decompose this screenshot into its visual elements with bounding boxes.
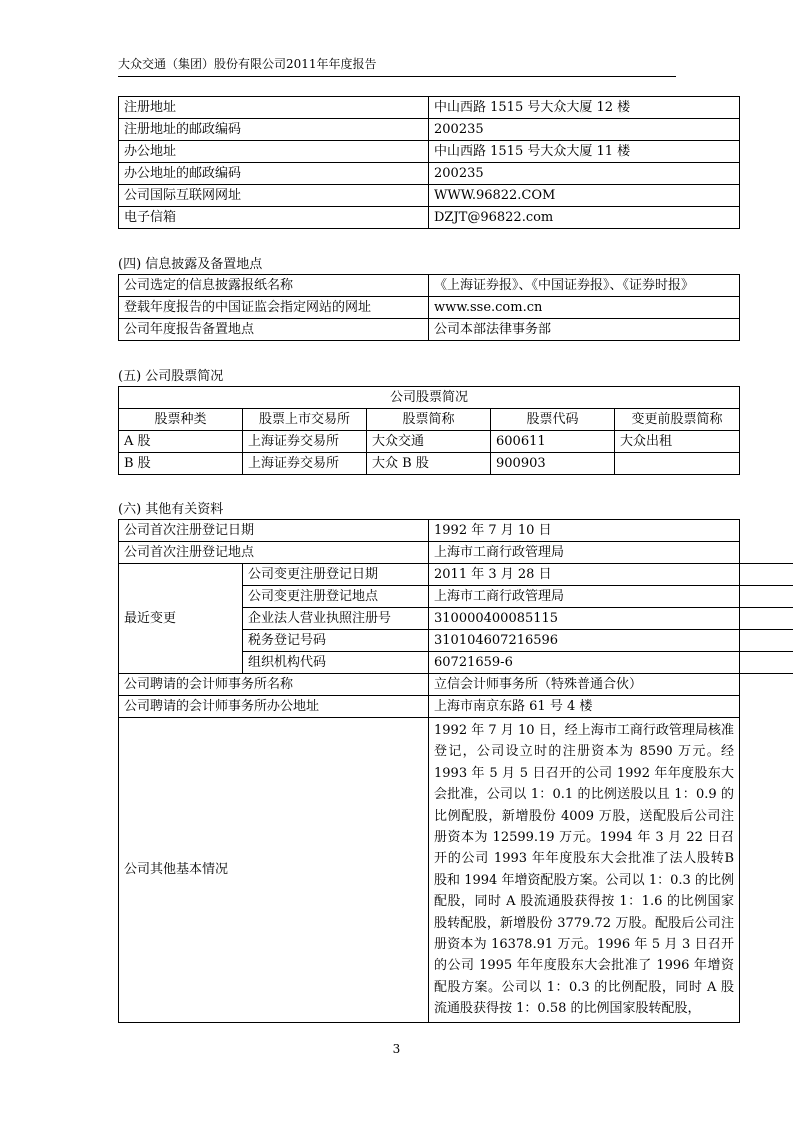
first-reg-date: 1992 年 7 月 10 日 [429,520,740,542]
stock-header-cell: 股票上市交易所 [243,409,367,431]
disclosure-value: www.sse.com.cn [429,297,740,319]
contact-table [118,96,740,229]
contact-row [119,163,740,185]
stock-cell: 大众交通 [367,431,491,453]
contact-row [119,97,740,119]
disclosure-label: 登载年度报告的中国证监会指定网站的网址 [119,297,429,319]
contact-value: DZJT@96822.com [429,207,740,229]
auditor-name-label: 公司聘请的会计师事务所名称 [119,674,429,696]
other-info-label: 公司其他基本情况 [119,718,429,1023]
section-6-title: (六) 其他有关资料 [118,502,224,517]
contact-value: 200235 [429,119,740,141]
recent-change-value-2: 310000400085115 [429,608,740,630]
stock-header-cell: 变更前股票简称 [615,409,740,431]
disclosure-table [118,274,740,341]
recent-change-label-0: 公司变更注册登记日期 [243,564,429,586]
disclosure-value: 《上海证券报》、《中国证券报》、《证券时报》 [429,275,740,297]
other-info-text: 1992 年 7 月 10 日，经上海市工商行政管理局核准登记，公司设立时的注册资本为 8590 万元。经 1993 年 5 月 5 日召开的公司 1992 年年度股东大会批准，公司以 1：0.1 的比例送股以且 1：0.9 的比例配股，新增股份 4009 万股，送配股后公司注册资本为 12599.19 万元。1994 年 3 月 22 日召开的公司 1993 年年度股东大会批准了法人股转B 股和 1994 年增资配股方案。公司以 1：0.3 的比例配股，同时 A 股流通股获得按 1：1.6 的比例国家股转配股，新增股份 3779.72 万股。配股后公司注册资本为 16378.91 万元。1996 年 5 月 3 日召开的公司 1995 年年度股东大会批准了 1996 年增资配股方案。公司以 1：0.3 的比例配股，同时 A 股流通股获得按 1：0.58 的比例国家股转配股， [429,718,740,1023]
stock-row [119,431,740,453]
contact-label: 办公地址 [119,141,429,163]
disclosure-value: 公司本部法律事务部 [429,319,740,341]
other-info-table [118,519,793,1023]
contact-label: 注册地址的邮政编码 [119,119,429,141]
recent-change-value-3: 310104607216596 [429,630,740,652]
stock-cell: 900903 [491,453,615,475]
disclosure-label: 公司年度报告备置地点 [119,319,429,341]
stock-cell: 600611 [491,431,615,453]
recent-change-label-3: 税务登记号码 [243,630,429,652]
recent-change-label-2: 企业法人营业执照注册号 [243,608,429,630]
contact-value: 200235 [429,163,740,185]
stock-table [118,386,740,475]
first-reg-date-label: 公司首次注册登记日期 [119,520,429,542]
contact-label: 注册地址 [119,97,429,119]
contact-row [119,185,740,207]
contact-value: WWW.96822.COM [429,185,740,207]
recent-change-value-1: 上海市工商行政管理局 [429,586,740,608]
disclosure-row [119,319,740,341]
contact-label: 电子信箱 [119,207,429,229]
recent-change-label-1: 公司变更注册登记地点 [243,586,429,608]
report-header: 大众交通（集团）股份有限公司2011年年度报告 [118,55,676,77]
stock-table-title: 公司股票简况 [119,387,740,409]
disclosure-label: 公司选定的信息披露报纸名称 [119,275,429,297]
contact-value: 中山西路 1515 号大众大厦 11 楼 [429,141,740,163]
disclosure-row [119,297,740,319]
stock-cell: A 股 [119,431,243,453]
auditor-addr-label: 公司聘请的会计师事务所办公地址 [119,696,429,718]
page-number: 3 [392,1042,401,1056]
section-5-title: (五) 公司股票简况 [118,369,224,384]
disclosure-row [119,275,740,297]
auditor-addr: 上海市南京东路 61 号 4 楼 [429,696,740,718]
auditor-name: 立信会计师事务所（特殊普通合伙） [429,674,740,696]
contact-label: 公司国际互联网网址 [119,185,429,207]
recent-change-value-4: 60721659-6 [429,652,740,674]
recent-change-value-0: 2011 年 3 月 28 日 [429,564,740,586]
section-4-title: (四) 信息披露及备置地点 [118,257,263,272]
contact-row [119,207,740,229]
stock-cell [615,453,740,475]
stock-cell: 大众出租 [615,431,740,453]
contact-row [119,141,740,163]
contact-value: 中山西路 1515 号大众大厦 12 楼 [429,97,740,119]
first-reg-place: 上海市工商行政管理局 [429,542,740,564]
stock-cell: B 股 [119,453,243,475]
stock-row [119,453,740,475]
stock-header-cell: 股票简称 [367,409,491,431]
stock-cell: 上海证券交易所 [243,453,367,475]
stock-header-cell: 股票种类 [119,409,243,431]
recent-change-label: 最近变更 [119,564,243,674]
first-reg-place-label: 公司首次注册登记地点 [119,542,429,564]
stock-cell: 大众 B 股 [367,453,491,475]
stock-cell: 上海证券交易所 [243,431,367,453]
recent-change-label-4: 组织机构代码 [243,652,429,674]
contact-label: 办公地址的邮政编码 [119,163,429,185]
stock-header-cell: 股票代码 [491,409,615,431]
contact-row [119,119,740,141]
